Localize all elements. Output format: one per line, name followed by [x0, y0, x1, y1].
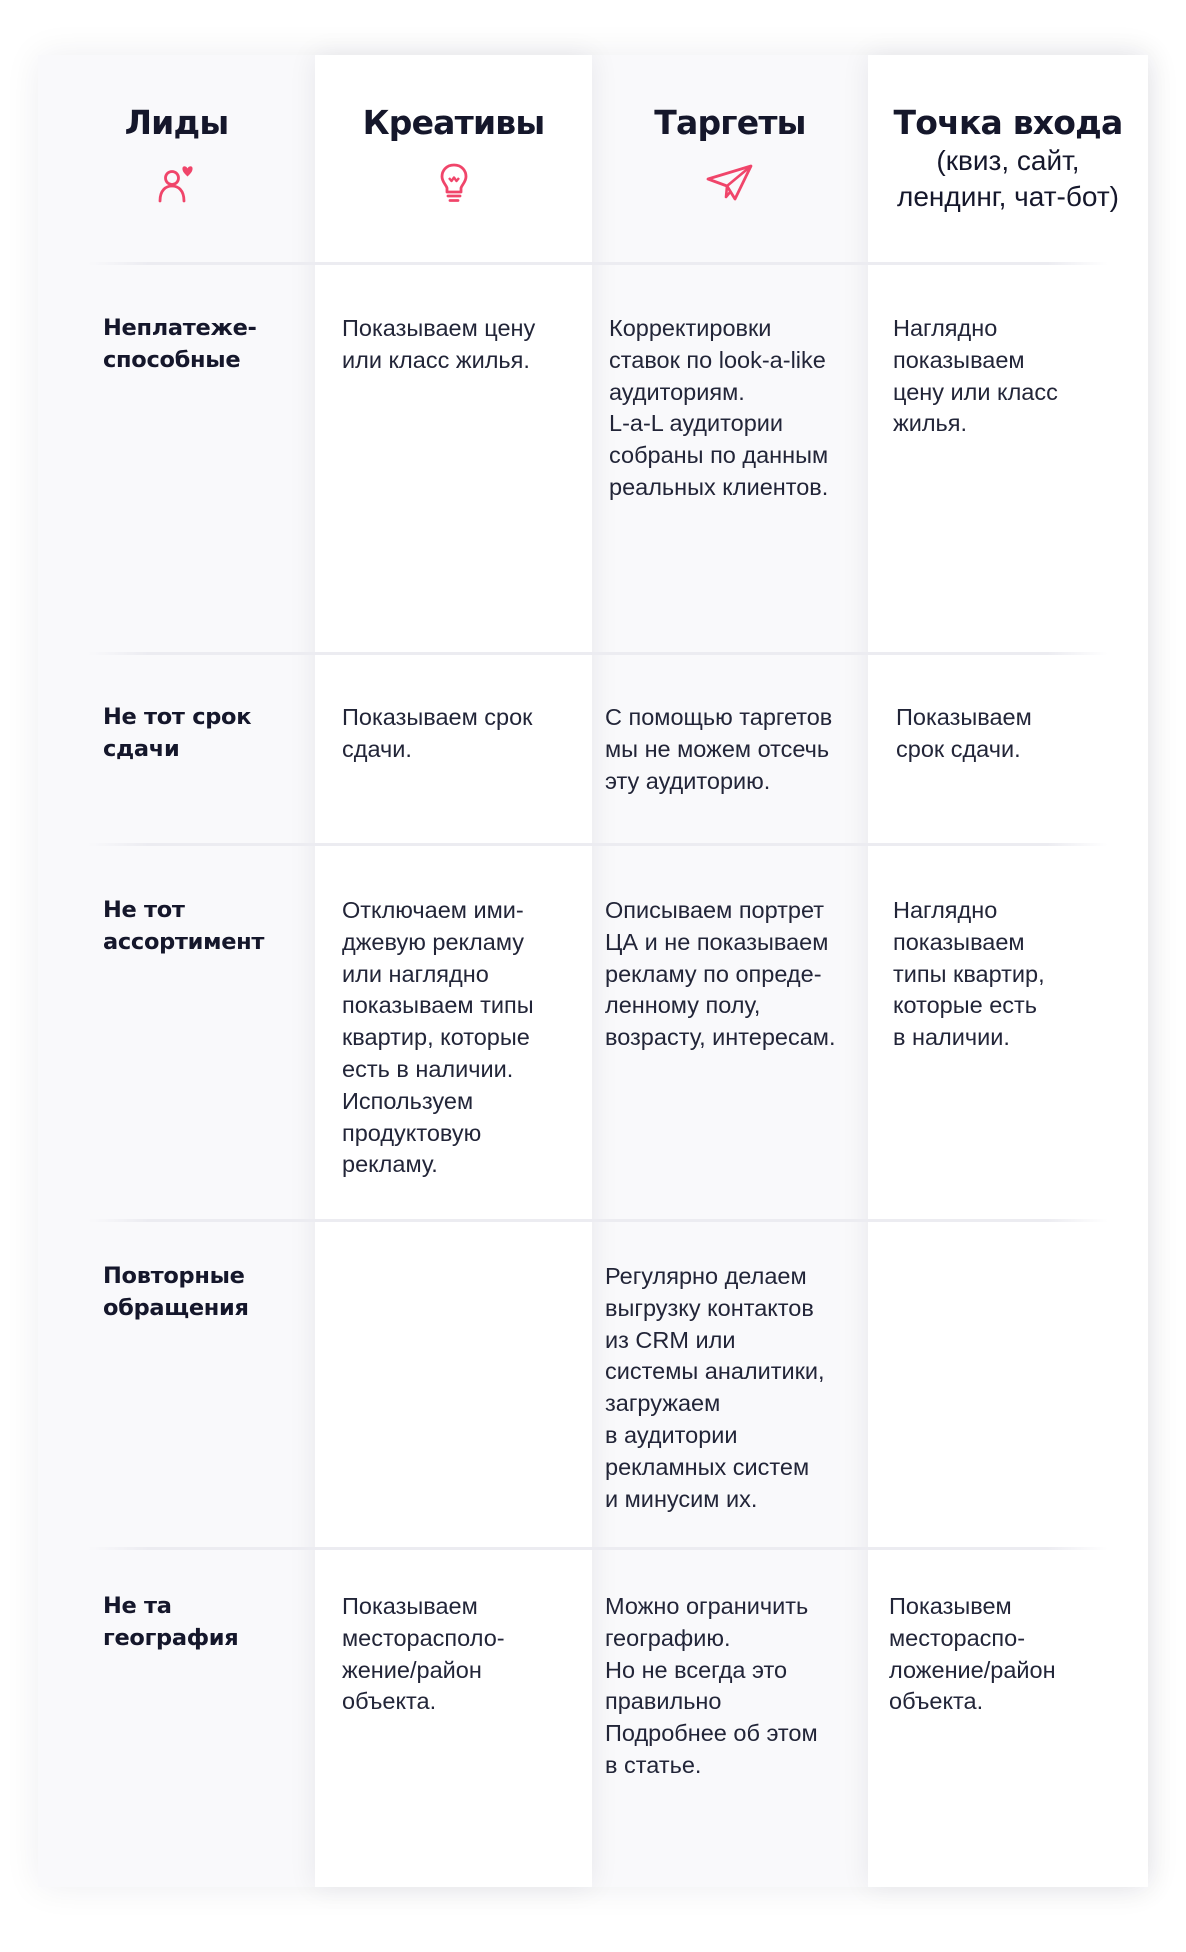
- row-label: Не тот ассортимент: [103, 897, 265, 955]
- column-title-entry-point: Точка входа: [893, 103, 1123, 142]
- row-divider: [88, 843, 1108, 846]
- row-label: Не та география: [103, 1593, 239, 1651]
- row-label: Повторные обращения: [103, 1263, 249, 1321]
- cell-entry-point: Показываем срок сдачи.: [896, 704, 1032, 762]
- cell-entry-point: Показывем местораспо- ложение/район объекта.: [889, 1593, 1056, 1715]
- cell-creatives: Отключаем ими- джевую рекламу или наглядно показываем типы квартир, которые есть в наличии. Используем продуктовую рекламу.: [342, 897, 534, 1178]
- lightbulb-icon: [315, 161, 592, 205]
- cell-targets: Можно ограничить географию. Но не всегда это правильно Подробнее об этом в статье.: [605, 1593, 818, 1778]
- comparison-table: [38, 55, 1148, 1887]
- row-divider: [88, 652, 1108, 655]
- user-heart-icon: [38, 161, 315, 205]
- column-title-leads: Лиды: [124, 103, 229, 142]
- paper-plane-icon: [592, 161, 868, 205]
- column-header-entry-point: [868, 103, 1148, 215]
- column-title-targets: Таргеты: [654, 103, 806, 142]
- cell-targets: Корректировки ставок по look-a-like аудиториям. L-a-L аудитории собраны по данным реальных клиентов.: [609, 315, 829, 500]
- column-header-creatives: [315, 103, 592, 205]
- cell-targets: С помощью таргетов мы не можем отсечь эту аудиторию.: [605, 704, 833, 794]
- cell-targets: Регулярно делаем выгрузку контактов из CRM или системы аналитики, загружаем в аудитории рекламных систем и минусим их.: [605, 1263, 825, 1512]
- column-header-leads: [38, 103, 315, 205]
- cell-creatives: Показываем цену или класс жилья.: [342, 315, 536, 373]
- row-label: Не тот срок сдачи: [103, 704, 252, 762]
- row-divider: [88, 1219, 1108, 1222]
- cell-creatives: Показываем месторасполо- жение/район объекта.: [342, 1593, 505, 1715]
- row-label: Неплатеже- способные: [103, 315, 257, 373]
- cell-targets: Описываем портрет ЦА и не показываем рекламу по опреде- ленному полу, возрасту, интересам.: [605, 897, 836, 1051]
- column-subtitle-entry-point: (квиз, сайт, лендинг, чат-бот): [896, 145, 1119, 212]
- cell-creatives: Показываем срок сдачи.: [342, 704, 533, 762]
- column-title-creatives: Креативы: [362, 103, 545, 142]
- cell-entry-point: Наглядно показываем типы квартир, которые есть в наличии.: [893, 897, 1045, 1051]
- row-divider: [88, 1547, 1108, 1550]
- cell-entry-point: Наглядно показываем цену или класс жилья.: [893, 315, 1058, 437]
- row-divider: [88, 262, 1108, 265]
- column-header-targets: [592, 103, 868, 205]
